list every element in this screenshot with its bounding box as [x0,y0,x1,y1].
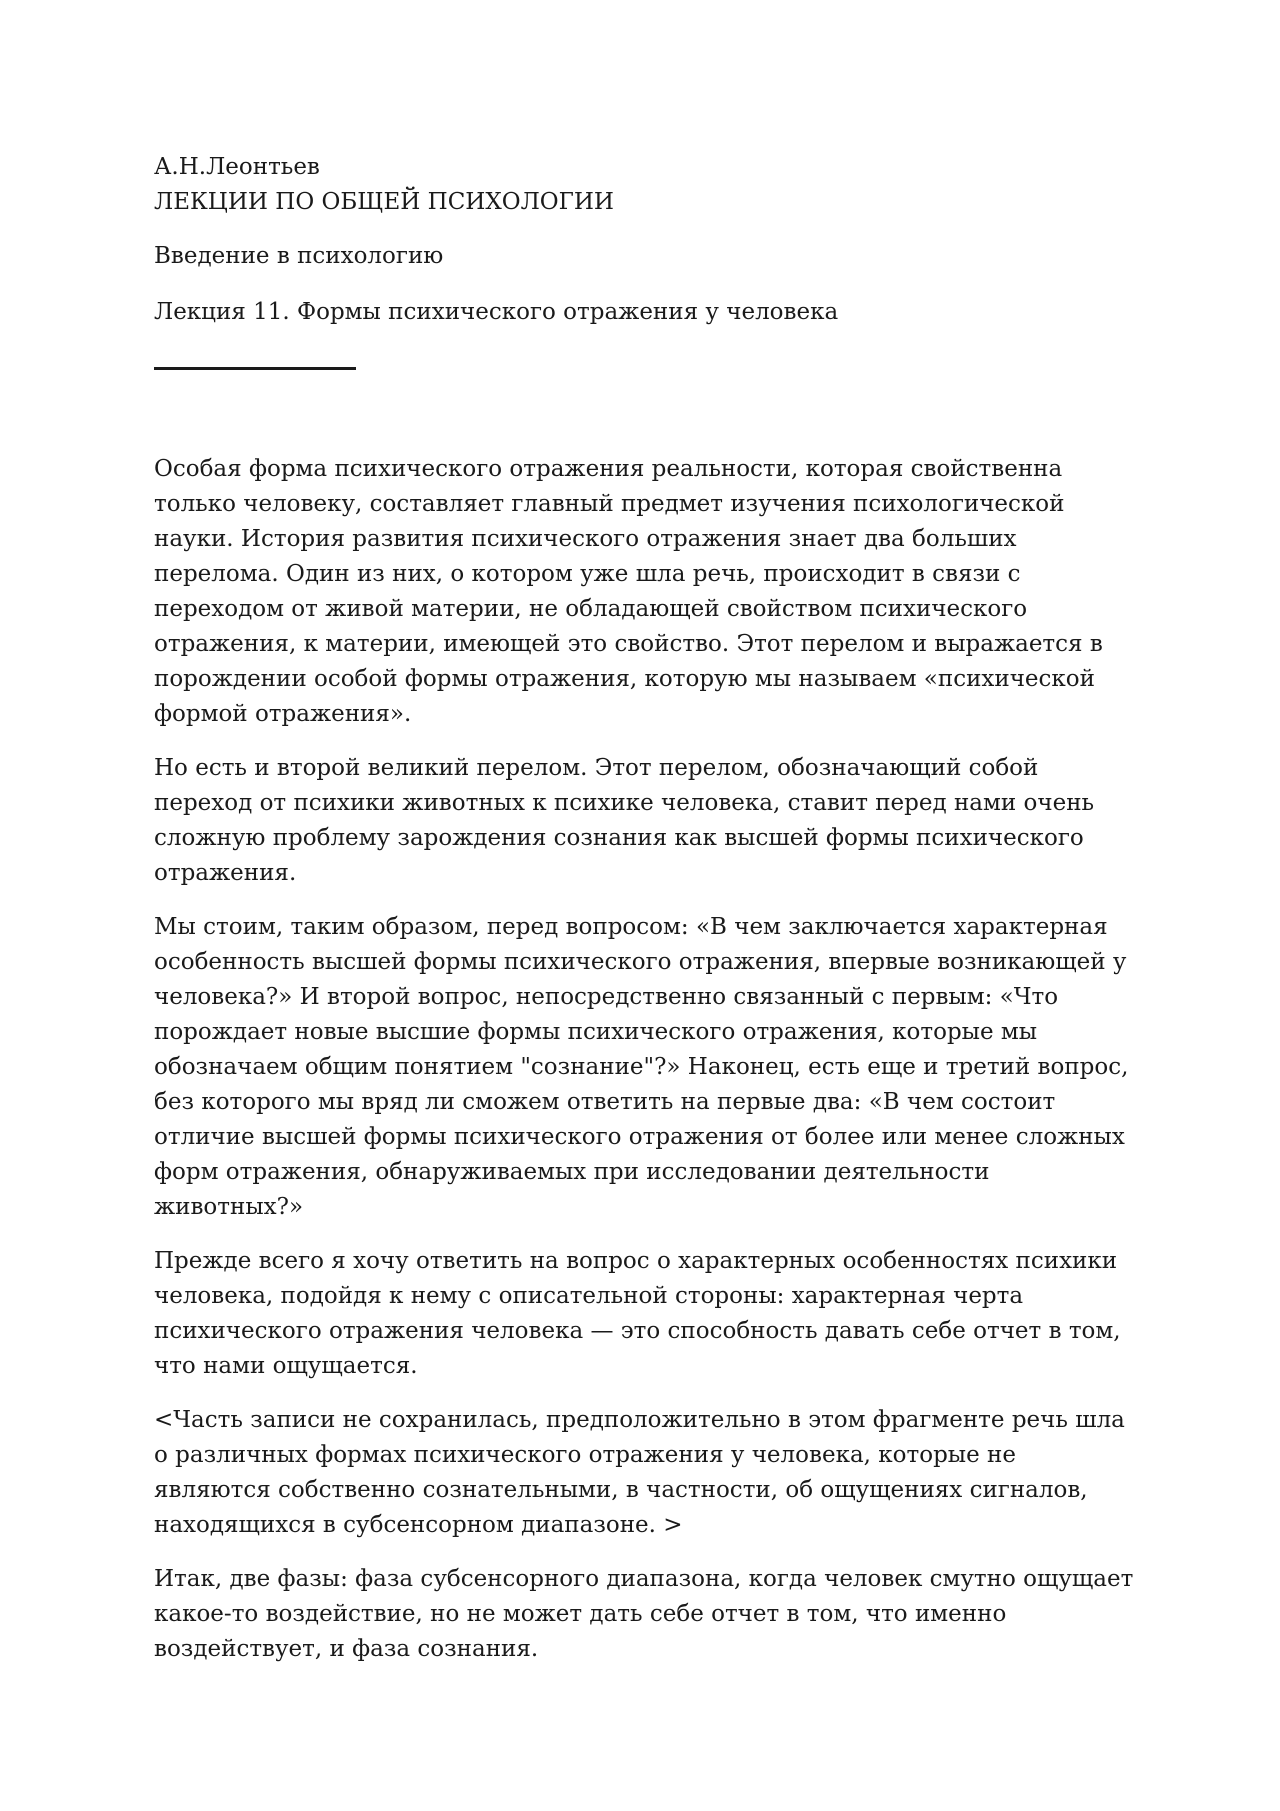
book-title: ЛЕКЦИИ ПО ОБЩЕЙ ПСИХОЛОГИИ [154,189,614,215]
title-divider [154,367,356,370]
document-page [154,150,1134,1686]
author-name: А.Н.Леонтьев [154,154,320,180]
paragraph: <Часть записи не сохранилась, предположительно в этом фрагменте речь шла о различных формах психического отражения у человека, которые не являются собственно сознательными, в частности, об ощущениях сигналов, находящихся в субсенсорном диапазоне. > [154,1407,1125,1538]
document-body [154,452,1134,1667]
paragraph: Прежде всего я хочу ответить на вопрос о характерных особенностях психики человека, подойдя к нему с описательной стороны: характерная черта психического отражения человека — это способность давать себе отчет в том, что нами ощущается. [154,1248,1121,1379]
paragraph: Итак, две фазы: фаза субсенсорного диапазона, когда человек смутно ощущает какое-то воздействие, но не может дать себе отчет в том, что именно воздействует, и фаза сознания. [154,1566,1134,1662]
paragraph: Мы стоим, таким образом, перед вопросом: «В чем заключается характерная особенность высшей формы психического отражения, впервые возникающей у человека?» И второй вопрос, непосредственно связанный с первым: «Что порождает новые высшие формы психического отражения, которые мы обозначаем общим понятием "сознание"?» Наконец, есть еще и третий вопрос, без которого мы вряд ли сможем ответить на первые два: «В чем состоит отличие высшей формы психического отражения от более или менее сложных форм отражения, обнаруживаемых при исследовании деятельности животных?» [154,914,1129,1220]
paragraph: Но есть и второй великий перелом. Этот перелом, обозначающий собой переход от психики животных к психике человека, ставит перед нами очень сложную проблему зарождения сознания как высшей формы психического отражения. [154,755,1095,886]
paragraph: Особая форма психического отражения реальности, которая свойственна только человеку, составляет главный предмет изучения психологической науки. История развития психического отражения знает два больших перелома. Один из них, о котором уже шла речь, происходит в связи с переходом от живой материи, не обладающей свойством психического отражения, к материи, имеющей это свойство. Этот перелом и выражается в порождении особой формы отражения, которую мы называем «психической формой отражения». [154,456,1103,727]
lecture-title: Лекция 11. Формы психического отражения у человека [154,299,839,325]
section-title: Введение в психологию [154,243,444,269]
